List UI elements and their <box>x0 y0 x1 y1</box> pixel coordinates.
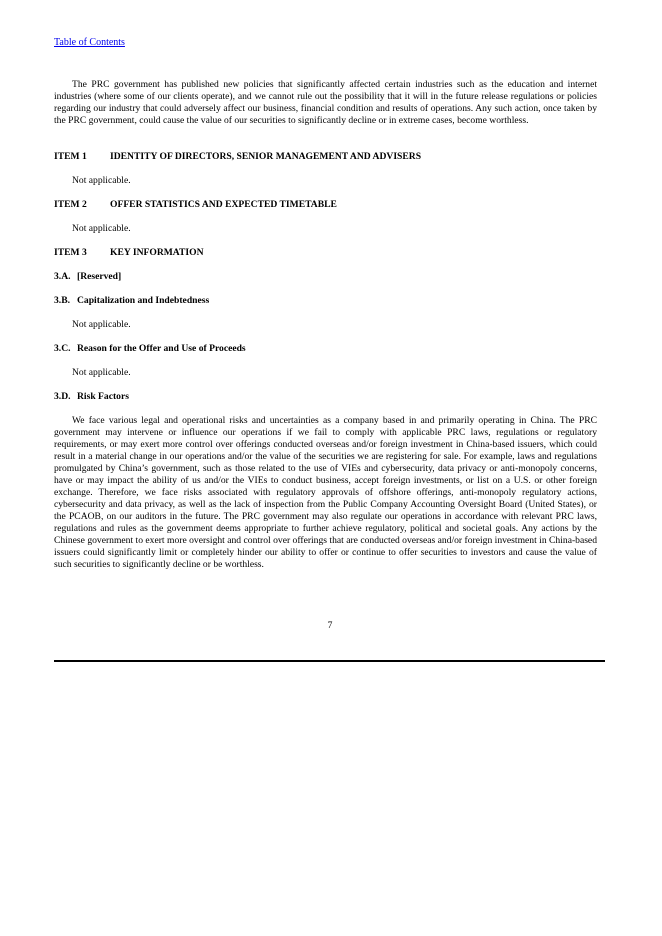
section-3c-body: Not applicable. <box>72 367 131 378</box>
section-3d-title: Risk Factors <box>77 391 129 402</box>
section-3b-title: Capitalization and Indebtedness <box>77 295 210 306</box>
section-3b-body: Not applicable. <box>72 319 131 330</box>
page-number: 7 <box>327 620 333 631</box>
section-3d-number: 3.D. <box>54 391 71 402</box>
intro-paragraph: The PRC government has published new policies that significantly affected certain industries such as the education and internet industries (where some of our clients operate), and we cannot rule out the possibility that it will in the future release regulations or policies regarding our industry that could adversely affect our business, financial condition and results of operations. Any such action, once taken by the PRC government, could cause the value of our securities to significantly decline or in extreme cases, become worthless. <box>54 79 597 126</box>
section-3c-heading <box>54 343 246 355</box>
item-3-heading <box>54 247 204 259</box>
section-3a-heading <box>54 271 121 283</box>
item-1-heading <box>54 151 421 163</box>
section-3b-heading <box>54 295 209 307</box>
risk-factors-paragraph: We face various legal and operational risks and uncertainties as a company based in and primarily operating in China. The PRC government may intervene or influence our operations if we fail to comply with applicable PRC laws, regulations or regulatory requirements, or may exert more control over offerings conducted overseas and/or foreign investment in China-based issuers, which could result in a material change in our operations and/or the value of the securities we are registering for sale. For example, laws and regulations promulgated by China’s government, such as those related to the use of VIEs and cybersecurity, data privacy or anti-monopoly concerns, have or may impact the ability of us and/or the VIEs to conduct business, accept foreign investments, or list on a U.S. or other foreign exchange. Therefore, we face risks associated with regulatory approvals of offshore offerings, anti-monopoly regulatory actions, cybersecurity and data privacy, as well as the lack of inspection from the Public Company Accounting Oversight Board (United States), or the PCAOB, on our auditors in the future. The PRC government may also regulate our operations in accordance with relevant PRC laws, regulations and rules as the government deems appropriate to further achieve regulatory, political and societal goals. Any actions by the Chinese government to exert more oversight and control over offerings that are conducted overseas and/or foreign investment in China-based issuers could significantly limit or completely hinder our ability to offer or continue to offer securities to investors and cause the value of such securities to significantly decline or be worthless. <box>54 415 597 570</box>
section-3c-title: Reason for the Offer and Use of Proceeds <box>77 343 246 354</box>
table-of-contents-link[interactable]: Table of Contents <box>54 37 125 48</box>
page-divider <box>54 660 605 662</box>
item-1-number: ITEM 1 <box>54 151 87 162</box>
item-3-number: ITEM 3 <box>54 247 87 258</box>
item-1-title: IDENTITY OF DIRECTORS, SENIOR MANAGEMENT AND ADVISERS <box>110 151 422 162</box>
section-3a-title: [Reserved] <box>77 271 122 282</box>
section-3a-number: 3.A. <box>54 271 71 282</box>
section-3c-number: 3.C. <box>54 343 71 354</box>
item-2-title: OFFER STATISTICS AND EXPECTED TIMETABLE <box>110 199 337 210</box>
item-3-title: KEY INFORMATION <box>110 247 204 258</box>
item-1-body: Not applicable. <box>72 175 131 186</box>
section-3d-heading <box>54 391 129 403</box>
section-3b-number: 3.B. <box>54 295 70 306</box>
item-2-heading <box>54 199 337 211</box>
item-2-number: ITEM 2 <box>54 199 87 210</box>
item-2-body: Not applicable. <box>72 223 131 234</box>
